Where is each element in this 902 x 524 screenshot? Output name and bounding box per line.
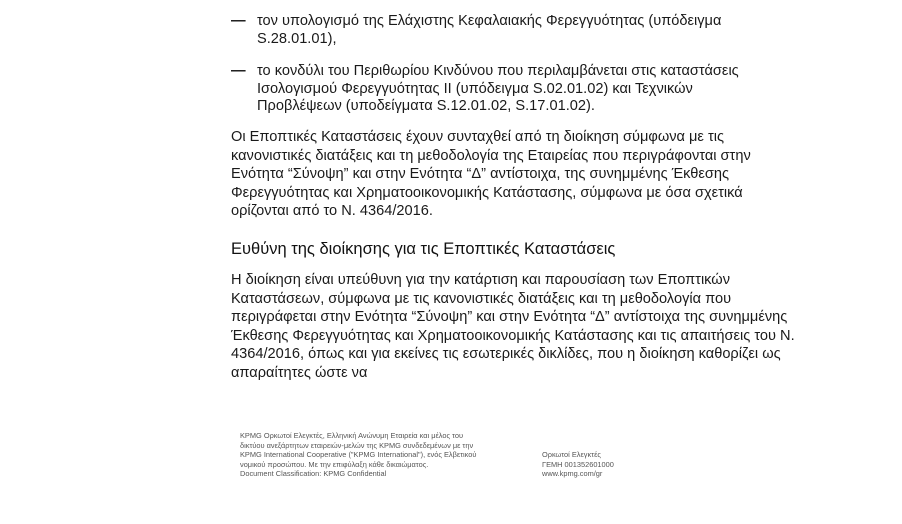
footer-company-info [542, 450, 662, 479]
footer-line: Document Classification: KPMG Confidential [240, 469, 387, 479]
footer-line: νομικού προσώπου. Με την επιφύλαξη κάθε δικαιώματος. [240, 459, 429, 469]
footer-line: ΓΕΜΗ 001352601000 [542, 459, 614, 469]
list-item [231, 63, 791, 116]
section-heading: Ευθύνη της διοίκησης για τις Εποπτικές Καταστάσεις [231, 240, 616, 258]
list-item [231, 13, 791, 48]
footer-website-link[interactable]: www.kpmg.com/gr [542, 469, 603, 479]
dash-marker: — [231, 13, 246, 29]
footer-line: Ορκωτοί Ελεγκτές [542, 450, 601, 459]
footer-line: KPMG Ορκωτοί Ελεγκτές, Ελληνική Ανώνυμη Εταιρεία και μέλος του [240, 431, 464, 440]
footer-legal-text [240, 431, 530, 479]
list-item-text: το κονδύλι του Περιθωρίου Κινδύνου που περιλαμβάνεται στις καταστάσεις Ισολογισμού Φερεγγυότητας II (υπόδειγμα S.02.01.02) και Τεχνικών Προβλέψεων (υποδείγματα S.12.01.02, S.17.01.02). [257, 63, 739, 115]
dash-marker: — [231, 63, 246, 79]
paragraph: Η διοίκηση είναι υπεύθυνη για την κατάρτιση και παρουσίαση των Εποπτικών Καταστάσεων, σύμφωνα με τις κανονιστικές διατάξεις και τη μεθοδολογία που περιγράφεται στην Ενότητα “Σύνοψη” και στην Ενότητα “Δ” αντίστοιχα της συνημμένης Έκθεσης Φερεγγυότητας και Χρηματοοικονομικής Κατάστασης και τις απαιτήσεις του Ν. 4364/2016, όπως και για εκείνες τις εσωτερικές δικλίδες, που η διοίκηση καθορίζει ως απαραίτητες ώστε να [231, 272, 795, 381]
paragraph: Οι Εποπτικές Καταστάσεις έχουν συνταχθεί από τη διοίκηση σύμφωνα με τις κανονιστικές διατάξεις και τη μεθοδολογία της Εταιρείας που περιγράφονται στην Ενότητα “Σύνοψη” και στην Ενότητα “Δ” αντίστοιχα, της συνημμένης Έκθεσης Φερεγγυότητας και Χρηματοοικονομικής Κατάστασης, σύμφωνα με όσα σχετικά ορίζονται από το Ν. 4364/2016. [231, 129, 751, 220]
list-item-text: τον υπολογισμό της Ελάχιστης Κεφαλαιακής Φερεγγυότητας (υπόδειγμα S.28.01.01), [257, 13, 722, 47]
footer-line: KPMG International Cooperative ("KPMG International"), ενός Ελβετικού [240, 450, 477, 460]
footer-line: δικτύου ανεξάρτητων εταιρειών-μελών της KPMG συνδεδεμένων με την [240, 440, 474, 450]
